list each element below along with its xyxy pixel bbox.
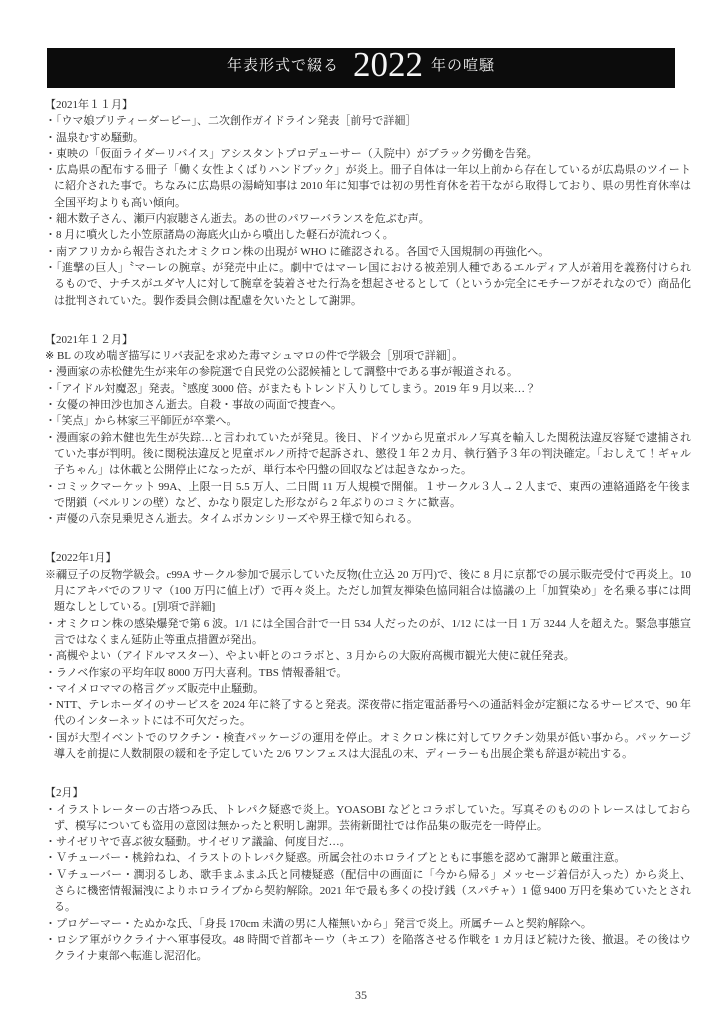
list-item: ・NTT、テレホーダイのサービスを 2024 年に終了すると発表。深夜帯に指定電話番号への通話料金が定額になるサービスで、90 年代のインターネットには不可欠だった。 <box>45 699 691 728</box>
section-2021-11 <box>45 97 691 309</box>
section-heading: 【2021年１１月】 <box>45 99 133 111</box>
list-item: ・高槻やよい（アイドルマスター）、やよい軒とのコラボと、3 月からの大阪府高槻市観光大使に就任発表。 <box>45 650 575 663</box>
page-number: 35 <box>355 988 367 1002</box>
list-item: ・コミックマーケット 99A、上限一日 5.5 万人、二日間 11 万人規模で開催。１サークル３人→２人まで、東西の連絡通路を午後まで閉鎖（ベルリンの壁）など、かなり限定した形ながら 2 年ぶりのコミケに歓喜。 <box>45 480 691 509</box>
title-banner <box>47 45 675 88</box>
list-item: ・温泉むすめ騒動。 <box>45 131 144 144</box>
list-item: ・南アフリカから報告されたオミクロン株の出現が WHO に確認される。各国で入国規制の再強化へ。 <box>45 245 550 258</box>
list-item: ※ BL の攻め喘ぎ描写にリバ表記を求めた毒マシュマロの件で学級会［別項で詳細］。 <box>45 350 464 363</box>
list-item: ・Ｖチューバー・潤羽るしあ、歌手まふまふ氏と同棲疑惑（配信中の画面に「今から帰る」メッセージ着信が入った）から炎上、さらに機密情報漏洩によりホロライブから契約解除。2021 年で最も多くの投げ銭（スパチャ）1 億 9400 万円を集めていたとされる。 <box>45 868 691 914</box>
list-item: ・声優の八奈見乗児さん逝去。タイムボカンシリーズや界王様で知られる。 <box>45 513 418 526</box>
section-heading: 【2月】 <box>45 787 84 800</box>
section-heading: 【2021年１２月】 <box>45 333 133 346</box>
section-heading: 【2022年1月】 <box>45 552 117 565</box>
section-2022-02 <box>45 785 691 964</box>
title-suffix: 年の喧騒 <box>431 58 496 74</box>
list-item: ・女優の神田沙也加さん逝去。自殺・事故の両面で捜査へ。 <box>45 399 342 412</box>
list-item: ・漫画家の鈴木健也先生が失踪…と言われていたが発見。後日、ドイツから児童ポルノ写真を輸入した関税法違反容疑で逮捕されていた事が判明。後に関税法違反と児童ポルノ所持で起訴され、懲役１年２カ月、執行猶予３年の判決確定。「おしえて！ギャル子ちゃん」は休載と公開停止になったが、単行本や円盤の回収などは起きなかった。 <box>45 431 691 477</box>
list-item: ・イラストレーターの古塔つみ氏、トレパク疑惑で炎上。YOASOBI などとコラボしていた。写真そのもののトレースはしておらず、模写についても盗用の意図は無かったと釈明し謝罪。芸術新聞社では作品集の販売を一時停止。 <box>45 803 691 832</box>
list-item: ・広島県の配布する冊子「働く女性よくばりハンドブック」が炎上。冊子自体は一年以上前から存在しているが広島県のツイートに紹介された事で。ちなみに広島県の湯崎知事は 2010 年に知事では初の男性育休を若干ながら取得しており、県の男性育休率は全国平均よりも高い傾向。 <box>45 164 691 209</box>
list-item: ・ロシア軍がウクライナへ軍事侵攻。48 時間で首都キーウ（キエフ）を陥落させる作戦を 1 カ月ほど続けた後、撤退。その後はウクライナ東部へ転進し泥沼化。 <box>45 933 691 963</box>
document-body <box>45 97 691 965</box>
list-item: ・「アイドル対魔忍」発表。〝感度 3000 倍〟がまたもトレンド入りしてしまう。2019 年 9 月以来…？ <box>45 382 536 395</box>
section-2021-12 <box>45 332 691 528</box>
list-item: ・「ウマ娘プリティーダービー」、二次創作ガイドライン発表［前号で詳細］ <box>45 115 417 128</box>
list-item: ・国が大型イベントでのワクチン・検査パッケージの運用を停止。オミクロン株に対してワクチン効果が低い事から。パッケージ導入を前提に人数制限の緩和を予定していた 2/6 ワンフェスは大混乱の末、ディーラーも出展企業も辞退が続出する。 <box>45 731 691 760</box>
list-item: ・ラノベ作家の平均年収 8000 万円大喜利。TBS 情報番組で。 <box>45 666 348 679</box>
list-item: ・マイメロママの格言グッズ販売中止騒動。 <box>45 682 265 695</box>
list-item: ・漫画家の赤松健先生が来年の参院選で自民党の公認候補として調整中である事が報道される。 <box>45 366 518 379</box>
title-year: 2022 <box>353 45 423 84</box>
list-item: ・「笑点」から林家三平師匠が卒業へ。 <box>45 415 238 428</box>
list-item: ・8 月に噴火した小笠原諸島の海底火山から噴出した軽石が流れつく。 <box>45 229 394 242</box>
list-item: ・「進撃の巨人」〝マーレの腕章〟が発売中止に。劇中ではマーレ国における被差別人種であるエルディア人が着用を義務付けられるもので、ナチスがユダヤ人に対して腕章を装着させた行為を想起させるとして（というか完全にモチーフがそれなので）商品化は批判されていた。製作委員会側は配慮を欠いたとして謝罪。 <box>45 261 691 307</box>
list-item: ・東映の「仮面ライダーリバイス」アシスタントプロデューサー（入院中）がブラック労働を告発。 <box>45 147 538 160</box>
title-prefix: 年表形式で綴る <box>226 58 339 74</box>
section-2022-01 <box>45 550 691 762</box>
list-item: ・細木数子さん、瀬戸内寂聴さん逝去。あの世のパワーバランスを危ぶむ声。 <box>45 213 430 226</box>
list-item: ・プロゲーマー・たぬかな氏、「身長 170cm 未満の男に人権無いから」発言で炎上。所属チームと契約解除へ。 <box>45 917 592 930</box>
list-item: ※禰豆子の反物学級会。c99A サークル参加で展示していた反物(仕立込 20 万円)で、後に 8 月に京都での展示販売受付で再炎上。10 月にアキバでのフリマ（100 万円に値上げ）で再々炎上。ただし加賀友禅染色協同組合は協議の上「加賀染め」を名乗る事には問題なしとしている。[別項で詳細] <box>45 568 691 614</box>
list-item: ・サイゼリヤで喜ぶ彼女騒動。サイゼリア議論、何度目だ…。 <box>45 836 351 849</box>
list-item: ・オミクロン株の感染爆発で第 6 波。1/1 には全国合計で一日 534 人だったのが、1/12 には一日 1 万 3244 人を超えた。緊急事態宣言ではなくまん延防止等重点措置が発出。 <box>45 617 691 646</box>
list-item: ・Ｖチューバー・桃鈴ねね、イラストのトレパク疑惑。所属会社のホロライブとともに事態を認めて謝罪と厳重注意。 <box>45 852 626 865</box>
